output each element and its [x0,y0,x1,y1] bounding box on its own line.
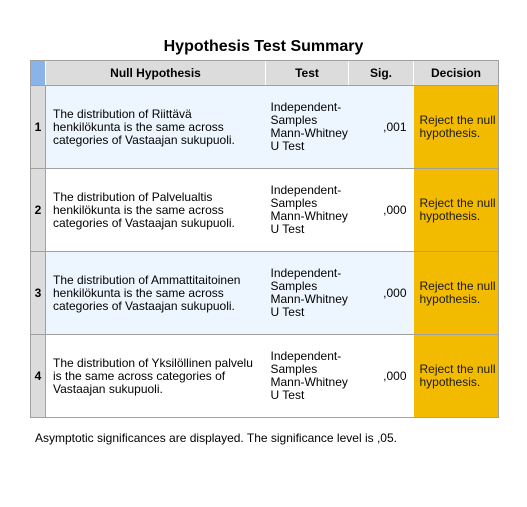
table-row [31,252,499,335]
corner-cell[interactable] [31,61,46,86]
header-test: Test [266,61,349,86]
sig-cell: ,000 [349,335,414,418]
header-sig: Sig. [349,61,414,86]
table-row [31,169,499,252]
null-hypothesis-cell: The distribution of Ammattitaitoinen henkilökunta is the same across categories of Vastaajan sukupuoli. [46,252,266,335]
row-index: 4 [31,335,46,418]
table-row [31,86,499,169]
header-decision: Decision [414,61,499,86]
sig-cell: ,001 [349,86,414,169]
sig-cell: ,000 [349,252,414,335]
test-cell: Independent-Samples Mann-Whitney U Test [266,86,349,169]
test-cell: Independent-Samples Mann-Whitney U Test [266,335,349,418]
row-index: 3 [31,252,46,335]
decision-cell: Reject the null hypothesis. [414,252,499,335]
decision-cell: Reject the null hypothesis. [414,335,499,418]
header-row [31,61,499,86]
hypothesis-test-summary-table [30,60,499,418]
null-hypothesis-cell: The distribution of Yksilöllinen palvelu is the same across categories of Vastaajan sukupuoli. [46,335,266,418]
test-cell: Independent-Samples Mann-Whitney U Test [266,252,349,335]
table-row [31,335,499,418]
footnote: Asymptotic significances are displayed. The significance level is ,05. [35,431,397,445]
table-title: Hypothesis Test Summary [163,38,364,55]
decision-cell: Reject the null hypothesis. [414,169,499,252]
sig-cell: ,000 [349,169,414,252]
row-index: 2 [31,169,46,252]
null-hypothesis-cell: The distribution of Riittävä henkilökunta is the same across categories of Vastaajan sukupuoli. [46,86,266,169]
decision-cell: Reject the null hypothesis. [414,86,499,169]
row-index: 1 [31,86,46,169]
null-hypothesis-cell: The distribution of Palvelualtis henkilökunta is the same across categories of Vastaajan sukupuoli. [46,169,266,252]
test-cell: Independent-Samples Mann-Whitney U Test [266,169,349,252]
header-null-hypothesis: Null Hypothesis [46,61,266,86]
